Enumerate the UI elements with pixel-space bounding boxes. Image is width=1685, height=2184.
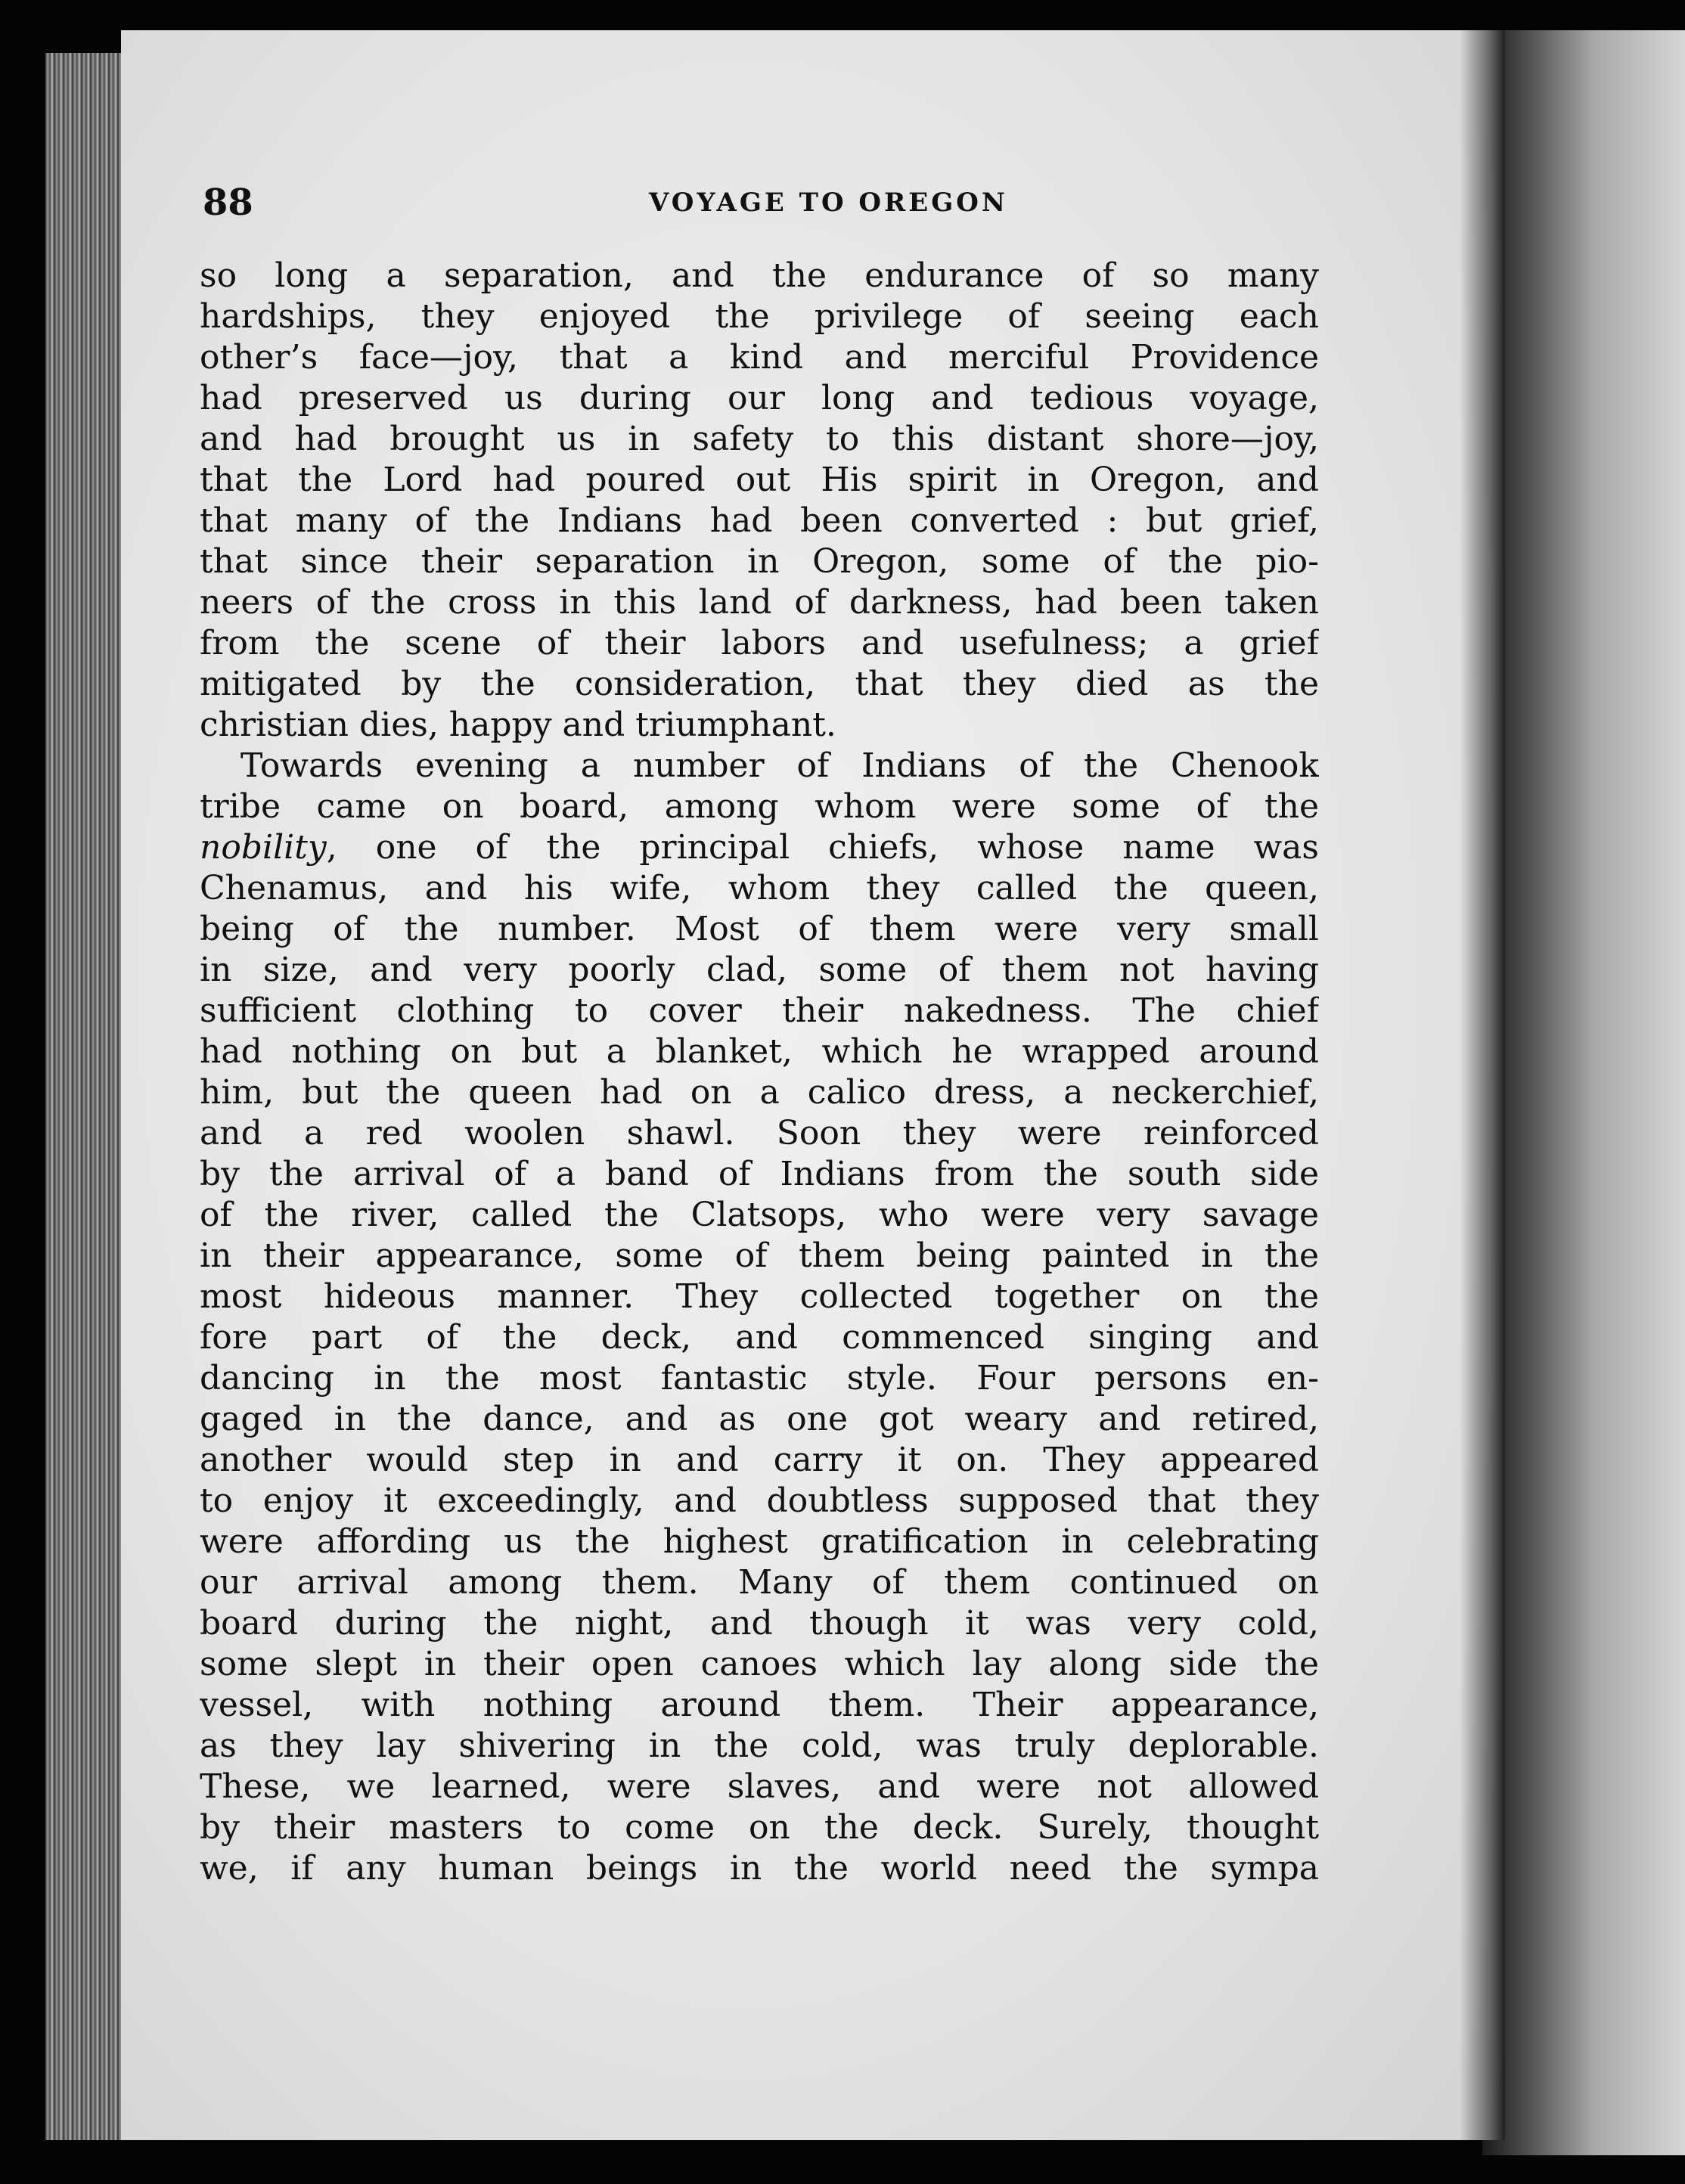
text-line: christian dies, happy and triumphant. — [200, 706, 836, 744]
text-line: These, we learned, were slaves, and were not allowed — [200, 1767, 1319, 1806]
text-line: some slept in their open canoes which lay along side the — [200, 1645, 1319, 1683]
page-header — [203, 181, 1292, 242]
text-line: in size, and very poorly clad, some of them not having — [200, 951, 1319, 989]
text-line: of the river, called the Clatsops, who were very savage — [200, 1196, 1319, 1234]
text-line: were affording us the highest gratification in celebrating — [200, 1522, 1319, 1561]
text-line: had nothing on but a blanket, which he wrapped around — [200, 1032, 1319, 1071]
text-line: to enjoy it exceedingly, and doubtless supposed that they — [200, 1481, 1319, 1520]
text-line: by their masters to come on the deck. Surely, thought — [200, 1808, 1319, 1847]
text-line: from the scene of their labors and usefulness; a grief — [200, 624, 1319, 662]
paragraph — [200, 746, 1319, 1889]
text-line: him, but the queen had on a calico dress, a neckerchief, — [200, 1073, 1319, 1112]
text-line: that the Lord had poured out His spirit in Oregon, and — [200, 461, 1319, 499]
text-line: Towards evening a number of Indians of the Chenook — [240, 746, 1319, 785]
gutter-shadow — [1460, 30, 1505, 2140]
text-line: being of the number. Most of them were very small — [200, 910, 1319, 948]
page-number: 88 — [203, 181, 253, 224]
text-line: gaged in the dance, and as one got weary and retired, — [200, 1400, 1319, 1438]
text-line: by the arrival of a band of Indians from the south side — [200, 1155, 1319, 1193]
text-line: other’s face—joy, that a kind and merciful Providence — [200, 338, 1319, 377]
text-line: most hideous manner. They collected together on the — [200, 1277, 1319, 1316]
text-line: Chenamus, and his wife, whom they called the queen, — [200, 869, 1319, 907]
text-line: mitigated by the consideration, that they died as the — [200, 665, 1319, 703]
running-head: VOYAGE TO OREGON — [649, 188, 1008, 218]
text-line: tribe came on board, among whom were some of the — [200, 787, 1319, 826]
body-text — [200, 256, 1319, 1889]
text-line: dancing in the most fantastic style. Four persons en- — [200, 1359, 1319, 1398]
text-line: fore part of the deck, and commenced singing and — [200, 1318, 1319, 1357]
text-line: that since their separation in Oregon, some of the pio- — [200, 542, 1319, 581]
text-line: nobility, one of the principal chiefs, whose name was — [200, 828, 1319, 867]
text-line: neers of the cross in this land of darkness, had been taken — [200, 583, 1319, 622]
facing-page-edge — [1482, 30, 1685, 2155]
text-line: that many of the Indians had been converted : but grief, — [200, 501, 1319, 540]
text-line: in their appearance, some of them being painted in the — [200, 1236, 1319, 1275]
text-line: had preserved us during our long and tedious voyage, — [200, 379, 1319, 417]
text-line: and a red woolen shawl. Soon they were reinforced — [200, 1114, 1319, 1152]
text-line: another would step in and carry it on. They appeared — [200, 1441, 1319, 1479]
paragraph — [200, 256, 1319, 746]
text-line: we, if any human beings in the world need the sympa — [200, 1849, 1319, 1888]
text-line: our arrival among them. Many of them continued on — [200, 1563, 1319, 1602]
text-line: and had brought us in safety to this distant shore—joy, — [200, 420, 1319, 458]
text-line: so long a separation, and the endurance of so many — [200, 256, 1319, 295]
text-line: vessel, with nothing around them. Their appearance, — [200, 1686, 1319, 1724]
text-line: as they lay shivering in the cold, was truly deplorable. — [200, 1726, 1319, 1765]
stacked-page-edges — [45, 53, 129, 2140]
text-line: board during the night, and though it was very cold, — [200, 1604, 1319, 1643]
text-line: hardships, they enjoyed the privilege of seeing each — [200, 297, 1319, 336]
text-line: sufficient clothing to cover their nakedness. The chief — [200, 991, 1319, 1030]
